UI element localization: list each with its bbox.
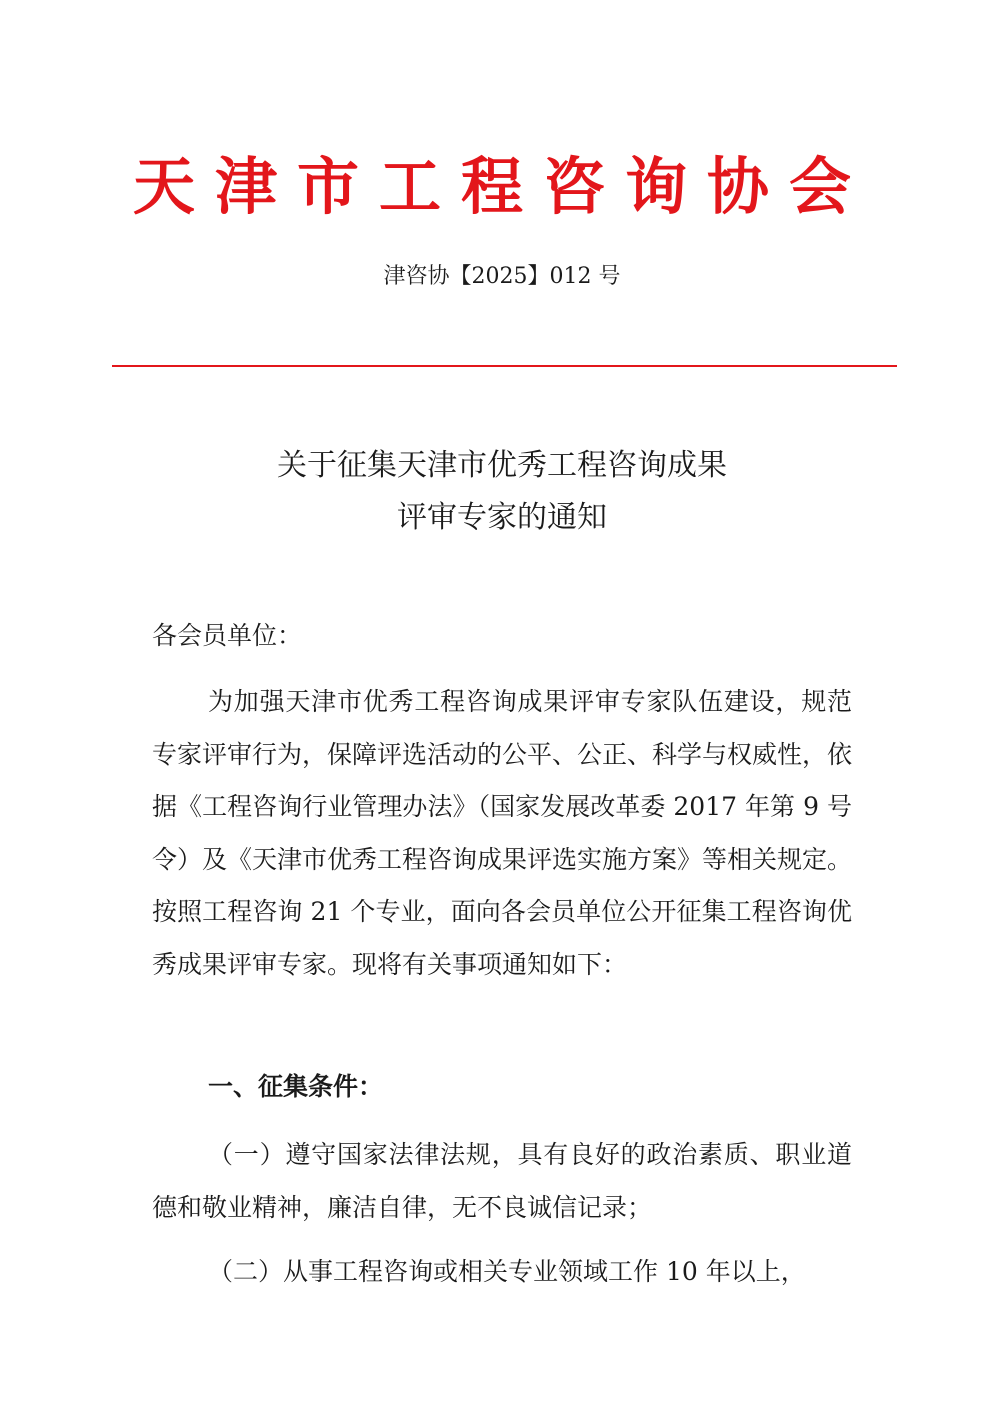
notice-title <box>0 440 1004 544</box>
masthead-org-name: 天津市工程咨询协会 <box>132 150 871 223</box>
red-divider-line <box>112 365 897 367</box>
salutation: 各会员单位： <box>152 621 303 650</box>
condition-item-1: （一）遵守国家法律法规，具有良好的政治素质、职业道德和敬业精神，廉洁自律，无不良诚信记录； <box>152 1140 852 1222</box>
intro-paragraph: 为加强天津市优秀工程咨询成果评审专家队伍建设，规范专家评审行为，保障评选活动的公平、公正、科学与权威性，依据《工程咨询行业管理办法》（国家发展改革委 2017 年第 9 号令）及《天津市优秀工程咨询成果评选实施方案》等相关规定。按照工程咨询 21 个专业，面向各会员单位公开征集工程咨询优秀成果评审专家。现将有关事项通知如下： <box>152 687 853 979</box>
document-number: 津咨协【2025】012 号 <box>383 264 621 289</box>
notice-title-line-1: 关于征集天津市优秀工程咨询成果 <box>277 448 727 483</box>
condition-item-2: （二）从事工程咨询或相关专业领域工作 10 年以上， <box>208 1257 806 1286</box>
notice-title-line-2: 评审专家的通知 <box>397 500 607 535</box>
section-heading-conditions: 一、征集条件： <box>208 1072 384 1101</box>
